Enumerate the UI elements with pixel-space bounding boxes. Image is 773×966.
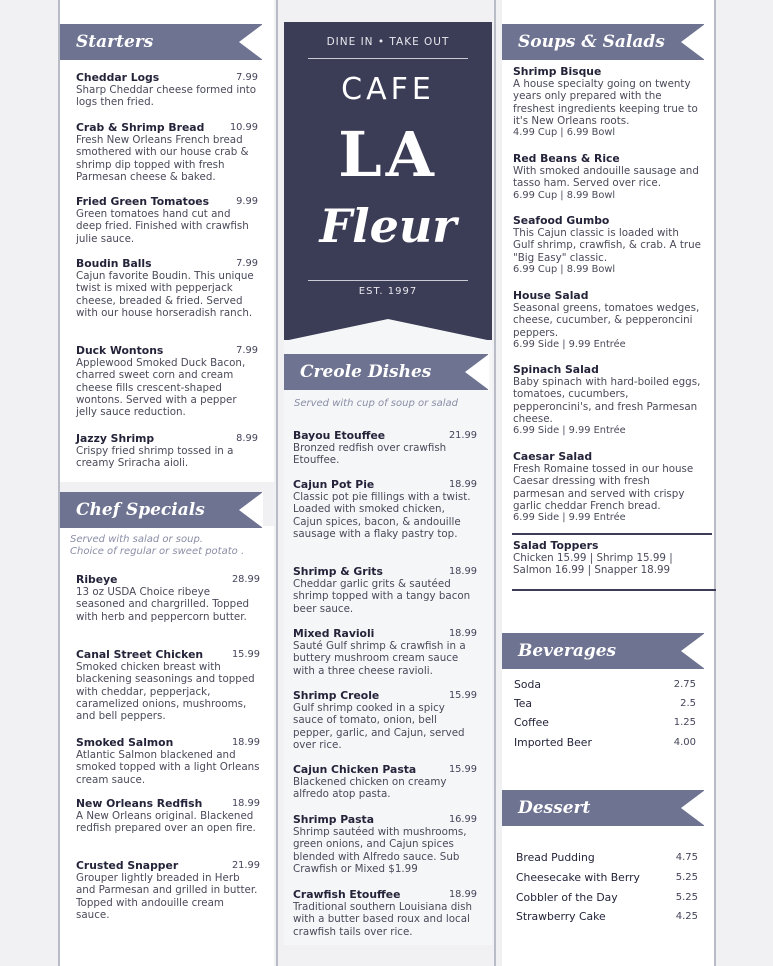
menu-item	[293, 764, 477, 801]
menu-item	[76, 258, 258, 319]
menu-item	[513, 364, 703, 437]
item-name: Shrimp Creole	[293, 689, 380, 702]
item-price: 8.99	[236, 433, 258, 444]
item-price: 15.99	[231, 649, 260, 660]
logo-rule	[308, 58, 468, 59]
item-sizes: 6.99 Cup | 8.99 Bowl	[513, 263, 616, 275]
item-name: Seafood Gumbo	[513, 214, 610, 227]
dessert-name: Strawberry Cake	[516, 910, 606, 923]
item-name: Boudin Balls	[76, 257, 152, 270]
beverage-name: Soda	[514, 678, 541, 691]
logo-fleur: Fleur	[319, 199, 457, 253]
item-desc: Sharp Cheddar cheese formed into logs then fried.	[76, 84, 257, 109]
menu-item	[513, 153, 703, 202]
section-divider	[512, 589, 716, 591]
item-desc: Chicken 15.99 | Shrimp 15.99 | Salmon 16.99 | Snapper 18.99	[513, 552, 673, 577]
item-sizes: 6.99 Side | 9.99 Entrée	[513, 512, 626, 524]
item-price: 28.99	[231, 574, 260, 585]
beverage-row	[514, 736, 696, 749]
item-desc: A New Orleans original. Blackened redfish prepared over an open fire.	[76, 810, 256, 835]
item-price: 18.99	[448, 479, 477, 490]
item-price: 15.99	[448, 764, 477, 775]
beverage-price: 2.75	[673, 679, 696, 690]
item-name: Crawfish Etouffee	[293, 888, 401, 901]
logo-rule	[308, 280, 468, 281]
item-price: 7.99	[236, 72, 258, 83]
item-desc: Green tomatoes hand cut and deep fried. Finished with crawfish julie sauce.	[76, 208, 249, 245]
menu-item	[293, 430, 477, 467]
dessert-price: 4.25	[675, 911, 698, 922]
item-desc: Classic pot pie fillings with a twist. Loaded with smoked chicken, Cajun spices, bacon, & andouille sausage with a flaky pastry top.	[293, 491, 471, 540]
item-name: Smoked Salmon	[76, 736, 174, 749]
item-price: 21.99	[448, 430, 477, 441]
item-name: House Salad	[513, 289, 589, 302]
menu-item	[76, 798, 260, 835]
salad-toppers	[513, 540, 703, 577]
item-name: Crusted Snapper	[76, 859, 179, 872]
item-desc: Seasonal greens, tomatoes wedges, cheese, cucumber, & pepperoncini peppers.	[513, 302, 700, 339]
beverage-price: 2.5	[680, 698, 696, 709]
item-desc: Smoked chicken breast with blackening seasonings and topped with cheddar, pepperjack, caramelized onions, mushrooms, and bell peppers.	[76, 661, 255, 723]
item-name: Cheddar Logs	[76, 71, 160, 84]
logo-la: LA	[338, 118, 438, 191]
menu-item	[76, 196, 258, 245]
item-name: Cajun Chicken Pasta	[293, 763, 417, 776]
item-name: Bayou Etouffee	[293, 429, 386, 442]
item-desc: Applewood Smoked Duck Bacon, charred sweet corn and cream cheese fills crescent-shaped wontons. Served with a pepper jelly sauce reduction.	[76, 357, 246, 419]
column-divider	[494, 0, 496, 966]
item-desc: Shrimp sautéed with mushrooms, green onions, and Cajun spices blended with Alfredo sauce. Sub Crawfish or Mixed $1.99	[293, 826, 467, 875]
dessert-heading: Dessert	[502, 790, 704, 826]
dessert-price: 5.25	[675, 892, 698, 903]
item-sizes: 6.99 Side | 9.99 Entrée	[513, 338, 626, 350]
item-name: Shrimp & Grits	[293, 565, 383, 578]
item-desc: Baby spinach with hard-boiled eggs, tomatoes, cucumbers, pepperoncini's, and fresh Parmesan cheese.	[513, 376, 701, 425]
creole-heading: Creole Dishes	[284, 354, 488, 390]
menu-item	[293, 889, 477, 938]
item-desc: Cheddar garlic grits & sautéed shrimp topped with a tangy bacon beer sauce.	[293, 578, 471, 615]
dessert-name: Cobbler of the Day	[516, 891, 618, 904]
item-price: 18.99	[448, 628, 477, 639]
dessert-row	[516, 851, 698, 864]
item-desc: Grouper lightly breaded in Herb and Parmesan and grilled in butter. Topped with andouille cream sauce.	[76, 872, 258, 921]
menu-item	[76, 345, 258, 418]
dessert-price: 5.25	[675, 872, 698, 883]
item-desc: Cajun favorite Boudin. This unique twist is mixed with pepperjack cheese, breaded & fried. Served with our house horseradish ranch.	[76, 270, 254, 319]
item-name: Shrimp Bisque	[513, 65, 602, 78]
beverage-name: Imported Beer	[514, 736, 592, 749]
item-desc: Crispy fried shrimp tossed in a creamy Sriracha aioli.	[76, 445, 234, 470]
item-desc: Gulf shrimp cooked in a spicy sauce of tomato, onion, bell pepper, garlic, and Cajun, served over rice.	[293, 702, 465, 751]
item-name: Fried Green Tomatoes	[76, 195, 210, 208]
item-desc: Atlantic Salmon blackened and smoked topped with a light Orleans cream sauce.	[76, 749, 260, 786]
item-name: Ribeye	[76, 573, 118, 586]
chef-specials-heading: Chef Specials	[60, 492, 262, 528]
menu-item	[293, 479, 477, 540]
menu-item	[513, 290, 703, 351]
starters-heading: Starters	[60, 24, 262, 60]
item-desc: Fresh Romaine tossed in our house Caesar dressing with fresh parmesan and served with crispy garlic cheddar French bread.	[513, 463, 694, 512]
item-price: 7.99	[236, 345, 258, 356]
menu-item	[76, 122, 258, 183]
dessert-row	[516, 910, 698, 923]
beverage-price: 1.25	[673, 717, 696, 728]
beverage-row	[514, 716, 696, 729]
column-divider	[714, 0, 716, 966]
dessert-row	[516, 891, 698, 904]
item-name: Mixed Ravioli	[293, 627, 375, 640]
menu-item	[513, 215, 703, 276]
logo-established: EST. 1997	[358, 286, 418, 297]
beverage-row	[514, 697, 696, 710]
item-price: 18.99	[231, 737, 260, 748]
menu-item	[293, 690, 477, 751]
menu-item	[513, 66, 703, 139]
item-sizes: 4.99 Cup | 6.99 Bowl	[513, 127, 616, 139]
menu-item	[293, 628, 477, 677]
item-name: Cajun Pot Pie	[293, 478, 375, 491]
item-desc: Fresh New Orleans French bread smothered with our house crab & shrimp dip topped with fresh Parmesan cheese & baked.	[76, 134, 249, 183]
menu-item	[76, 72, 258, 109]
dine-in-take-out: DINE IN • TAKE OUT	[326, 36, 450, 48]
beverage-name: Tea	[514, 697, 533, 710]
item-desc: Bronzed redfish over crawfish Etouffee.	[293, 442, 447, 467]
item-name: Canal Street Chicken	[76, 648, 204, 661]
item-price: 21.99	[231, 860, 260, 871]
beverages-heading: Beverages	[502, 633, 704, 669]
menu-item	[76, 649, 260, 722]
item-desc: Traditional southern Louisiana dish with a butter based roux and local crawfish tails over rice.	[293, 901, 472, 938]
item-name: Duck Wontons	[76, 344, 164, 357]
menu-item	[293, 566, 477, 615]
menu-item	[76, 737, 260, 786]
chef-specials-note: Served with salad or soup. Choice of regular or sweet potato .	[70, 534, 245, 557]
item-price: 18.99	[231, 798, 260, 809]
menu-item	[76, 860, 260, 921]
beverage-name: Coffee	[514, 716, 549, 729]
item-name: Crab & Shrimp Bread	[76, 121, 205, 134]
cafe-logo	[284, 22, 492, 340]
item-name: New Orleans Redfish	[76, 797, 203, 810]
dessert-name: Cheesecake with Berry	[516, 871, 640, 884]
menu-item	[513, 451, 703, 524]
item-name: Spinach Salad	[513, 363, 599, 376]
item-sizes: 6.99 Cup | 8.99 Bowl	[513, 189, 616, 201]
section-divider	[512, 533, 712, 535]
item-price: 16.99	[448, 814, 477, 825]
dessert-row	[516, 871, 698, 884]
item-name: Caesar Salad	[513, 450, 593, 463]
item-name: Shrimp Pasta	[293, 813, 375, 826]
item-price: 15.99	[448, 690, 477, 701]
item-desc: A house specialty going on twenty years only prepared with the freshest ingredients keeping true to it's New Orleans roots.	[513, 78, 698, 127]
column-divider	[276, 0, 278, 966]
soups-heading: Soups & Salads	[502, 24, 704, 60]
item-price: 10.99	[229, 122, 258, 133]
item-price: 18.99	[448, 566, 477, 577]
item-desc: 13 oz USDA Choice ribeye seasoned and chargrilled. Topped with herb and peppercorn butter.	[76, 586, 250, 623]
logo-cafe: CAFE	[341, 72, 435, 107]
menu-item	[293, 814, 477, 875]
beverage-row	[514, 678, 696, 691]
item-desc: With smoked andouille sausage and tasso ham. Served over rice.	[513, 165, 699, 190]
beverage-price: 4.00	[673, 737, 696, 748]
item-name: Jazzy Shrimp	[76, 432, 155, 445]
menu-item	[76, 433, 258, 470]
item-desc: This Cajun classic is loaded with Gulf shrimp, crawfish, & crab. A true "Big Easy" classic.	[513, 227, 701, 264]
item-name: Red Beans & Rice	[513, 152, 620, 165]
item-name: Salad Toppers	[513, 539, 599, 552]
item-sizes: 6.99 Side | 9.99 Entrée	[513, 425, 626, 437]
item-desc: Blackened chicken on creamy alfredo atop pasta.	[293, 776, 447, 801]
item-price: 9.99	[236, 196, 258, 207]
dessert-price: 4.75	[675, 852, 698, 863]
menu-item	[76, 574, 260, 623]
item-price: 7.99	[236, 258, 258, 269]
item-price: 18.99	[448, 889, 477, 900]
creole-note: Served with cup of soup or salad	[294, 398, 458, 409]
dessert-name: Bread Pudding	[516, 851, 595, 864]
item-desc: Sauté Gulf shrimp & crawfish in a buttery mushroom cream sauce with a three cheese ravioli.	[293, 640, 466, 677]
